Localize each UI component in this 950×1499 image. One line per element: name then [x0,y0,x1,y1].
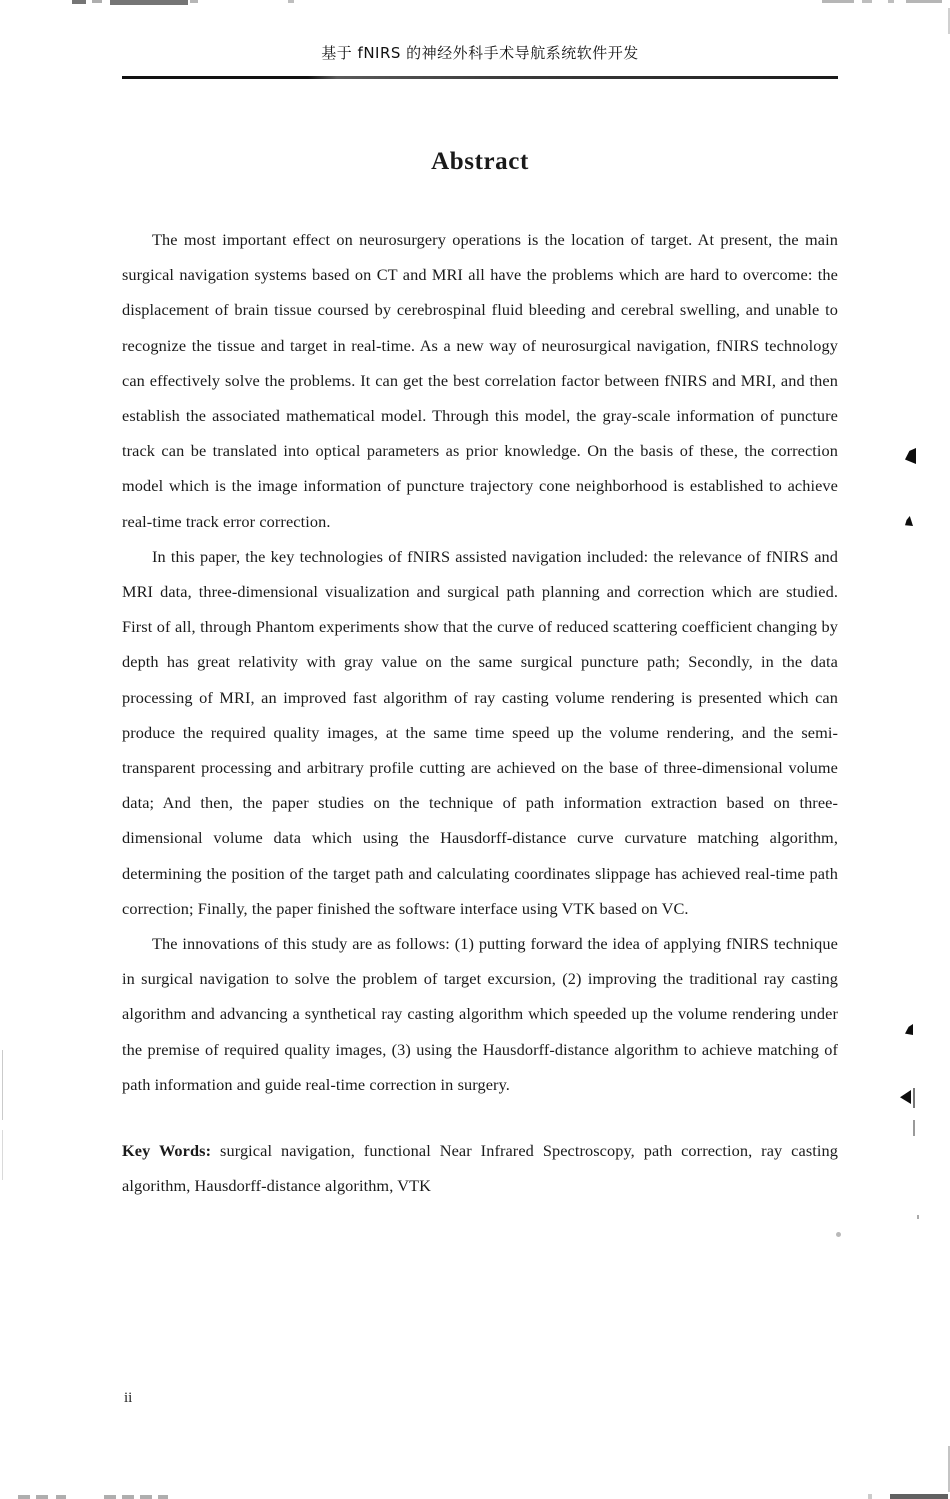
keywords-paragraph [122,1133,838,1203]
running-header [122,44,838,62]
page-title: Abstract [431,148,529,175]
abstract-paragraph-3: The innovations of this study are as follows: (1) putting forward the idea of applying fNIRS technique in surgical navigation to solve the problem of target excursion, (2) improving the traditional ray casting algorithm and advancing a synthetical ray casting algorithm which speeded up the volume rendering under the premise of required quality images, (3) using the Hausdorff-distance algorithm to achieve matching of path information and guide real-time correction in surgery. [122,934,838,1094]
abstract-body [122,222,838,1203]
keywords-list: surgical navigation, functional Near Infrared Spectroscopy, path correction, ray casting algorithm, Hausdorff-distance algorithm, VTK [122,1141,839,1196]
margin-ink-speck [917,1215,919,1219]
margin-ink-speck [913,1120,915,1136]
scan-artifact-top-edge [0,0,950,6]
margin-ink-speck [905,448,916,464]
abstract-paragraph-1: The most important effect on neurosurgery operations is the location of target. At present, the main surgical navigation systems based on CT and MRI all have the problems which are hard to overcome: the displacement of brain tissue coursed by cerebrospinal fluid bleeding and cerebral swelling, and unable to recognize the tissue and target in real-time. As a new way of neurosurgical navigation, fNIRS technology can effectively solve the problems. It can get the best correlation factor between fNIRS and MRI, and then establish the associated mathematical model. Through this model, the gray-scale information of puncture track can be translated into optical parameters as prior knowledge. On the basis of these, the correction model which is the image information of puncture trajectory cone neighborhood is established to achieve real-time track error correction. [122,230,838,531]
scan-artifact-right-edge [944,0,950,1499]
margin-ink-speck [836,1232,841,1237]
abstract-paragraph-2: In this paper, the key technologies of fNIRS assisted navigation included: the relevance of fNIRS and MRI data, three-dimensional visualization and surgical path planning and correction which are studied. First of all, through Phantom experiments show that the curve of reduced scattering coefficient changing by depth has great relativity with gray value on the same surgical puncture path; Secondly, in the data processing of MRI, an improved fast algorithm of ray casting volume rendering is presented which can produce the required quality images, at the same time speed up the volume rendering, and the semi-transparent processing and arbitrary profile cutting are achieved on the base of three-dimensional volume data; And then, the paper studies on the technique of path information extraction based on three-dimensional volume data which using the Hausdorff-distance curve curvature matching algorithm, determining the position of the target path and calculating coordinates slippage has achieved real-time path correction; Finally, the paper finished the software interface using VTK based on VC. [122,546,838,918]
scan-artifact-left-edge [0,0,6,1499]
header-rule-divider [122,76,838,79]
running-header-text: 基于 fNIRS 的神经外科手术导航系统软件开发 [321,44,639,62]
keywords-label: Key Words: [122,1141,212,1161]
margin-ink-speck [905,1024,913,1035]
margin-ink-speck [913,1088,915,1108]
page-number: ii [124,1390,133,1406]
keywords-section [122,1133,838,1203]
margin-ink-speck [900,1090,911,1104]
margin-ink-speck [905,516,913,526]
scan-artifact-bottom-edge [0,1491,950,1499]
